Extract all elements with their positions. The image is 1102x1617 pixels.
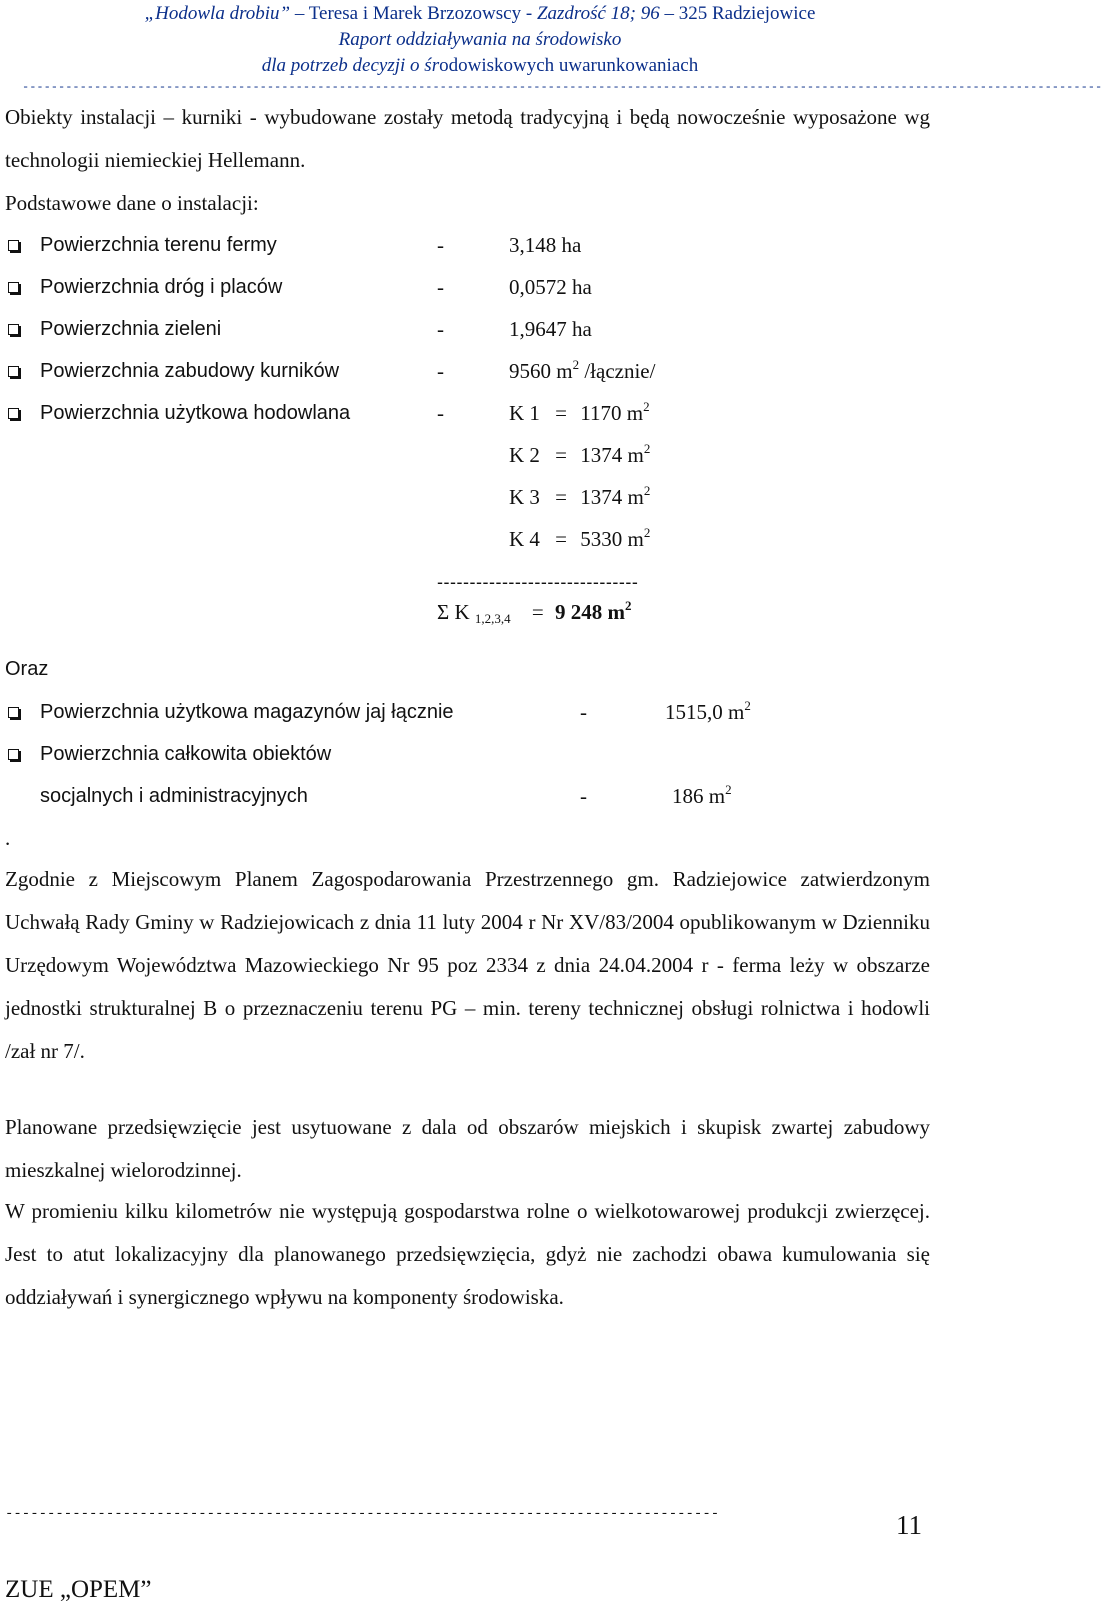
list-item-label: Powierzchnia użytkowa hodowlana [40, 402, 351, 424]
coop-row [509, 401, 650, 425]
coop-name: K 3 [509, 485, 540, 509]
sum-unit-sup: 2 [624, 598, 632, 613]
list-item-label: Powierzchnia całkowita obiektów [40, 743, 332, 765]
coop-row [509, 485, 650, 509]
checkbox-bullet-icon [8, 282, 19, 293]
coop-unit-sup: 2 [643, 399, 650, 414]
footer-separator: ------------------------------------------------------------------------------------- [5, 1506, 720, 1522]
intro-paragraph: Obiekty instalacji – kurniki - wybudowane zostały metodą tradycyjną i będą nowocześnie wyposażone wg technologii niemieckiej Hellemann. [5, 105, 930, 172]
coop-row [509, 527, 650, 551]
checkbox-bullet-icon [8, 240, 19, 251]
sum-value: 9 248 m [554, 600, 625, 624]
header-report-title: Raport oddziaływania na środowisko [338, 29, 622, 50]
coop-eq: = [555, 443, 568, 467]
coop-unit-sup: 2 [643, 441, 651, 456]
header-title [0, 1, 960, 27]
oraz-label: Oraz [5, 658, 49, 680]
coop-eq: = [555, 401, 568, 425]
sum-eq: = [531, 600, 544, 624]
checkbox-bullet-icon [8, 749, 19, 760]
stray-dot: . [5, 826, 11, 850]
list-item-value: 9560 $m^2$ /łącznie/ [509, 357, 656, 383]
list-item-dash: - [580, 784, 587, 808]
sum-row [437, 600, 631, 624]
coop-value: 1374 m [580, 443, 644, 467]
header-title-rest: – Teresa i Marek Brzozowscy - Zazdrość 18; 96 – 325 Radziejowice [294, 3, 816, 24]
sum-symbol: Σ K [437, 600, 470, 624]
list-item-label: Powierzchnia zieleni [40, 318, 222, 340]
list-item-value: 1515,0 $m^2$ [665, 698, 751, 724]
list-item-value: 3,148 ha [509, 233, 582, 257]
coop-unit-sup: 2 [643, 483, 651, 498]
document-header [0, 0, 960, 79]
list-item-dash: - [437, 401, 444, 425]
header-separator: ------------------------------------------------------------------------------------------------------------------------------------------------------ [22, 80, 1102, 94]
coop-eq: = [555, 527, 568, 551]
coop-eq: = [555, 485, 568, 509]
footer-author: ZUE „OPEM” [5, 1576, 152, 1603]
sum-separator: ------------------------------- [437, 572, 639, 592]
checkbox-bullet-icon [8, 366, 19, 377]
page-number: 11 [896, 1510, 922, 1540]
list-item-dash: - [437, 233, 444, 257]
basic-data-label: Podstawowe dane o instalacji: [5, 191, 259, 215]
coop-name: K 2 [509, 443, 540, 467]
coop-value: 5330 m [580, 527, 644, 551]
list-item-value: 1,9647 ha [509, 317, 592, 341]
coop-row [509, 443, 650, 467]
list-item-label: Powierzchnia użytkowa magazynów jaj łącznie [40, 701, 454, 723]
coop-value: 1374 m [580, 485, 644, 509]
checkbox-bullet-icon [8, 324, 19, 335]
list-item-dash: - [437, 317, 444, 341]
checkbox-bullet-icon [8, 408, 19, 419]
header-title-italic: „Hodowla drobiu” [144, 3, 291, 24]
checkbox-bullet-icon [8, 707, 19, 718]
coop-unit-sup: 2 [643, 525, 651, 540]
list-item-value: 186 $m^2$ [672, 782, 732, 808]
header-subtitle: dla potrzeb decyzji o środowiskowych uwarunkowaniach [261, 55, 699, 76]
list-item-label: socjalnych i administracyjnych [40, 785, 308, 807]
sum-subscript: 1,2,3,4 [474, 611, 511, 626]
list-item-label: Powierzchnia dróg i placów [40, 276, 283, 298]
coop-name: K 4 [509, 527, 540, 551]
plan-paragraph: Zgodnie z Miejscowym Planem Zagospodarowania Przestrzennego gm. Radziejowice zatwierdzonym Uchwałą Rady Gminy w Radziejowicach z dnia 11 luty 2004 r Nr XV/83/2004 opublikowanym w Dzienniku Urzędowym Województwa Mazowieckiego Nr 95 poz 2334 z dnia 24.04.2004 r - ferma leży w obszarze jednostki strukturalnej B o przeznaczeniu terenu PG – min. tereny technicznej obsługi rolnictwa i hodowli /zał nr 7/. [5, 867, 930, 1063]
coop-name: K 1 [509, 401, 540, 425]
list-item-value: 0,0572 ha [509, 275, 592, 299]
list-item-dash: - [437, 275, 444, 299]
location-paragraph: Planowane przedsięwzięcie jest usytuowane z dala od obszarów miejskich i skupisk zwartej zabudowy mieszkalnej wielorodzinnej. [5, 1115, 930, 1182]
list-item-label: Powierzchnia zabudowy kurników [40, 360, 340, 382]
list-item-dash: - [580, 700, 587, 724]
list-item-label: Powierzchnia terenu fermy [40, 234, 277, 256]
coop-value: 1170 m [580, 401, 644, 425]
list-item-dash: - [437, 359, 444, 383]
radius-paragraph: W promieniu kilku kilometrów nie występują gospodarstwa rolne o wielkotowarowej produkcji zwierzęcej. Jest to atut lokalizacyjny dla planowanego przedsięwzięcia, gdyż nie zachodzi obawa kumulowania się oddziaływań i synergicznego wpływu na komponenty środowiska. [5, 1199, 930, 1309]
